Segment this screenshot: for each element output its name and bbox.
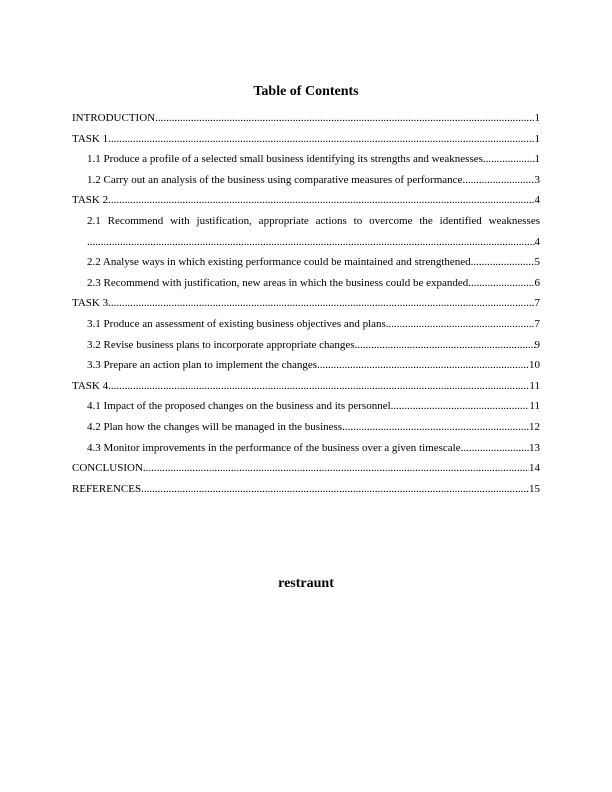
toc-leader-dots — [461, 442, 529, 455]
toc-entry-page: 1 — [534, 153, 540, 166]
toc-entry-text: 3.2 Revise business plans to incorporate appropriate changes — [87, 338, 355, 351]
toc-entry-page: 4 — [534, 235, 540, 248]
toc-entry-task-3[interactable] — [72, 297, 540, 318]
toc-entry-3-2[interactable] — [72, 339, 540, 360]
toc-entry-text: 4.3 Monitor improvements in the performance of the business over a given timescale — [87, 441, 461, 454]
toc-entry-2-1[interactable] — [72, 215, 540, 256]
toc-entry-text: REFERENCES — [72, 482, 142, 495]
toc-entry-text: TASK 2 — [72, 194, 109, 207]
toc-entry-references[interactable] — [72, 483, 540, 504]
toc-leader-dots — [391, 400, 530, 413]
toc-entry-page: 6 — [534, 276, 540, 289]
toc-entry-page: 9 — [534, 338, 540, 351]
toc-entry-4-2[interactable] — [72, 421, 540, 442]
toc-entry-page: 15 — [529, 482, 540, 495]
toc-entry-page: 11 — [529, 379, 540, 392]
toc-entry-text: TASK 3 — [72, 297, 109, 310]
toc-entry-2-3[interactable] — [72, 277, 540, 298]
toc-leader-dots — [108, 194, 534, 207]
toc-leader-dots — [155, 112, 534, 125]
toc-entry-page: 7 — [534, 297, 540, 310]
toc-entry-text: 4.1 Impact of the proposed changes on the business and its personnel — [87, 400, 391, 413]
toc-entry-text: 3.3 Prepare an action plan to implement the changes — [87, 359, 318, 372]
toc-entry-1-2[interactable] — [72, 174, 540, 195]
toc-entry-introduction[interactable] — [72, 112, 540, 133]
toc-entry-task-2[interactable] — [72, 194, 540, 215]
toc-entry-page: 4 — [534, 194, 540, 207]
toc-entry-task-1[interactable] — [72, 133, 540, 154]
toc-entry-2-2[interactable] — [72, 256, 540, 277]
toc-leader-dots — [108, 297, 534, 310]
toc-entry-page: 11 — [529, 400, 540, 413]
toc-entry-text: INTRODUCTION — [72, 112, 156, 124]
toc-entry-page: 1 — [534, 112, 540, 124]
toc-entry-text: 1.2 Carry out an analysis of the business using comparative measures of performance — [87, 173, 463, 186]
toc-entry-page: 1 — [534, 132, 540, 145]
toc-entry-text: 2.1 Recommend with justification, appropriate actions to overcome the identified weaknesses — [87, 214, 540, 227]
document-title: restraunt — [278, 576, 334, 591]
toc-leader-dots — [108, 380, 529, 393]
toc-leader-dots — [462, 174, 534, 187]
toc-entry-4-1[interactable] — [72, 400, 540, 421]
toc-entry-page: 13 — [529, 441, 540, 454]
toc-entry-page: 7 — [534, 317, 540, 330]
toc-leader-dots — [143, 462, 529, 475]
toc-entry-text: 2.3 Recommend with justification, new areas in which the business could be expanded — [87, 276, 469, 289]
toc-entry-1-1[interactable] — [72, 153, 540, 174]
toc-entry-page: 12 — [529, 420, 540, 433]
toc-entry-text: TASK 4 — [72, 379, 109, 392]
toc-leader-dots — [317, 359, 529, 372]
toc-entry-text: CONCLUSION — [72, 462, 143, 475]
toc-entry-text: 2.2 Analyse ways in which existing performance could be maintained and strengthened — [87, 256, 471, 269]
toc-entry-text: 4.2 Plan how the changes will be managed in the business — [87, 420, 343, 433]
toc-entry-text: 1.1 Produce a profile of a selected small business identifying its strengths and weaknesses — [87, 153, 483, 166]
toc-entry-page: 3 — [534, 173, 540, 186]
toc-entry-text: TASK 1 — [72, 132, 109, 145]
toc-leader-dots — [141, 483, 529, 496]
toc-entry-page: 14 — [529, 462, 540, 475]
toc-entry-text: 3.1 Produce an assessment of existing business objectives and plans — [87, 317, 386, 330]
toc-entry-task-4[interactable] — [72, 380, 540, 401]
toc-leader-dots — [468, 277, 534, 290]
toc-leader-dots — [483, 153, 535, 166]
toc-entry-3-1[interactable] — [72, 318, 540, 339]
toc-entry-page: 10 — [529, 359, 540, 372]
toc-leader-dots — [471, 256, 535, 269]
toc-leader-dots — [342, 421, 529, 434]
toc-entry-page: 5 — [534, 256, 540, 269]
toc-entry-conclusion[interactable] — [72, 462, 540, 483]
toc-leader-dots — [355, 339, 535, 352]
toc-leader-dots — [87, 236, 535, 249]
toc-leader-dots — [386, 318, 535, 331]
toc-entry-4-3[interactable] — [72, 442, 540, 463]
toc-leader-dots — [108, 133, 534, 146]
table-of-contents — [72, 112, 540, 503]
toc-entry-3-3[interactable] — [72, 359, 540, 380]
toc-heading: Table of Contents — [253, 84, 359, 99]
